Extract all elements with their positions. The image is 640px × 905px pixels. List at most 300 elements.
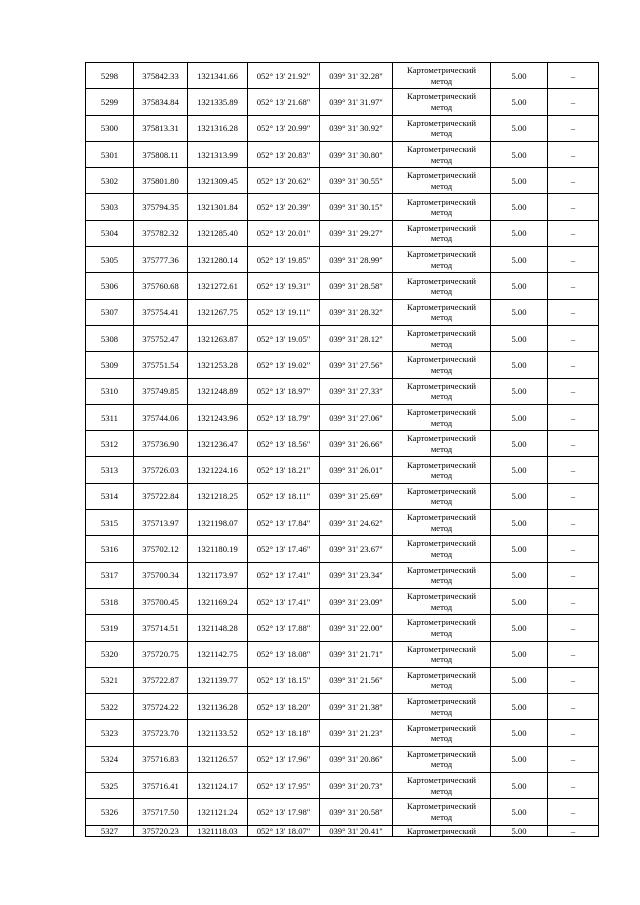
table-row: [86, 667, 599, 693]
point-number-cell: 5309: [86, 352, 134, 378]
method-line-1: Картометрический: [407, 328, 476, 339]
longitude-cell: 039° 31' 23.09": [320, 588, 393, 614]
table-row: [86, 220, 599, 246]
y-coordinate-cell: 1321180.19: [188, 536, 248, 562]
method-cell: [393, 115, 491, 141]
y-coordinate-cell: 1321263.87: [188, 325, 248, 351]
table-row: [86, 325, 599, 351]
longitude-cell: 039° 31' 20.86": [320, 746, 393, 772]
note-cell: –: [548, 299, 599, 325]
note-cell: –: [548, 562, 599, 588]
x-coordinate-cell: 375720.23: [134, 825, 188, 837]
method-line-2: метод: [430, 338, 453, 349]
method-line-1: Картометрический: [407, 65, 476, 76]
table-row: [86, 588, 599, 614]
longitude-cell: 039° 31' 24.62": [320, 510, 393, 536]
point-number-cell: 5322: [86, 694, 134, 720]
latitude-cell: 052° 13' 21.92": [248, 63, 320, 89]
method-line-1: Картометрический: [407, 669, 476, 680]
longitude-cell: 039° 31' 21.71": [320, 641, 393, 667]
table-row: [86, 247, 599, 273]
point-number-cell: 5320: [86, 641, 134, 667]
point-number-cell: 5326: [86, 799, 134, 825]
accuracy-cell: 5.00: [491, 773, 548, 799]
method-line-2: метод: [430, 286, 453, 297]
method-cell: [393, 457, 491, 483]
point-number-cell: 5302: [86, 168, 134, 194]
method-line-2: метод: [430, 312, 453, 323]
y-coordinate-cell: 1321133.52: [188, 720, 248, 746]
x-coordinate-cell: 375751.54: [134, 352, 188, 378]
accuracy-cell: 5.00: [491, 431, 548, 457]
method-cell: [393, 720, 491, 746]
note-cell: –: [548, 89, 599, 115]
longitude-cell: 039° 31' 31.97": [320, 89, 393, 115]
method-line-1: Картометрический: [407, 748, 476, 759]
latitude-cell: 052° 13' 17.88": [248, 615, 320, 641]
method-cell: [393, 615, 491, 641]
table-row: [86, 352, 599, 378]
y-coordinate-cell: 1321224.16: [188, 457, 248, 483]
point-number-cell: 5300: [86, 115, 134, 141]
note-cell: –: [548, 247, 599, 273]
method-line-2: метод: [430, 470, 453, 481]
accuracy-cell: 5.00: [491, 799, 548, 825]
x-coordinate-cell: 375724.22: [134, 694, 188, 720]
table-row: [86, 63, 599, 89]
note-cell: –: [548, 720, 599, 746]
point-number-cell: 5325: [86, 773, 134, 799]
method-cell: [393, 746, 491, 772]
y-coordinate-cell: 1321236.47: [188, 431, 248, 457]
point-number-cell: 5318: [86, 588, 134, 614]
latitude-cell: 052° 13' 17.41": [248, 588, 320, 614]
latitude-cell: 052° 13' 17.41": [248, 562, 320, 588]
longitude-cell: 039° 31' 20.73": [320, 773, 393, 799]
method-line-2: метод: [430, 180, 453, 191]
method-line-2: метод: [430, 364, 453, 375]
accuracy-cell: 5.00: [491, 115, 548, 141]
latitude-cell: 052° 13' 18.08": [248, 641, 320, 667]
method-line-1: Картометрический: [407, 591, 476, 602]
note-cell: –: [548, 615, 599, 641]
y-coordinate-cell: 1321169.24: [188, 588, 248, 614]
point-number-cell: 5313: [86, 457, 134, 483]
note-cell: –: [548, 510, 599, 536]
accuracy-cell: 5.00: [491, 194, 548, 220]
table-row: [86, 562, 599, 588]
method-line-1: Картометрический: [407, 275, 476, 286]
method-line-2: метод: [430, 706, 453, 717]
point-number-cell: 5327: [86, 825, 134, 837]
y-coordinate-cell: 1321272.61: [188, 273, 248, 299]
x-coordinate-cell: 375716.41: [134, 773, 188, 799]
x-coordinate-cell: 375749.85: [134, 378, 188, 404]
method-line-1: Картометрический: [407, 485, 476, 496]
latitude-cell: 052° 13' 18.56": [248, 431, 320, 457]
note-cell: –: [548, 799, 599, 825]
point-number-cell: 5299: [86, 89, 134, 115]
method-line-2: метод: [430, 233, 453, 244]
point-number-cell: 5306: [86, 273, 134, 299]
method-cell: [393, 299, 491, 325]
y-coordinate-cell: 1321301.84: [188, 194, 248, 220]
method-line-2: метод: [430, 75, 453, 86]
table-row: [86, 773, 599, 799]
latitude-cell: 052° 13' 20.99": [248, 115, 320, 141]
latitude-cell: 052° 13' 19.31": [248, 273, 320, 299]
method-cell: [393, 378, 491, 404]
point-number-cell: 5312: [86, 431, 134, 457]
method-line-2: метод: [430, 548, 453, 559]
x-coordinate-cell: 375700.45: [134, 588, 188, 614]
method-line-2: метод: [430, 785, 453, 796]
method-cell: [393, 194, 491, 220]
method-line-1: Картометрический: [407, 380, 476, 391]
longitude-cell: 039° 31' 28.32": [320, 299, 393, 325]
table-row: [86, 115, 599, 141]
method-line-1: Картометрический: [407, 696, 476, 707]
method-cell: [393, 352, 491, 378]
x-coordinate-cell: 375777.36: [134, 247, 188, 273]
method-line-2: метод: [430, 496, 453, 507]
method-line-1: Картометрический: [407, 722, 476, 733]
longitude-cell: 039° 31' 28.99": [320, 247, 393, 273]
point-number-cell: 5308: [86, 325, 134, 351]
latitude-cell: 052° 13' 17.46": [248, 536, 320, 562]
table-row: [86, 536, 599, 562]
method-cell: [393, 667, 491, 693]
x-coordinate-cell: 375726.03: [134, 457, 188, 483]
method-line-1: Картометрический: [407, 91, 476, 102]
method-cell: [393, 641, 491, 667]
latitude-cell: 052° 13' 20.01": [248, 220, 320, 246]
method-line-2: метод: [430, 522, 453, 533]
method-line-2: метод: [430, 128, 453, 139]
method-cell: [393, 510, 491, 536]
table-row: [86, 141, 599, 167]
x-coordinate-cell: 375716.83: [134, 746, 188, 772]
x-coordinate-cell: 375722.84: [134, 483, 188, 509]
note-cell: –: [548, 352, 599, 378]
y-coordinate-cell: 1321341.66: [188, 63, 248, 89]
latitude-cell: 052° 13' 18.21": [248, 457, 320, 483]
y-coordinate-cell: 1321142.75: [188, 641, 248, 667]
method-line-1: Картометрический: [407, 301, 476, 312]
note-cell: –: [548, 746, 599, 772]
table-row: [86, 89, 599, 115]
coordinates-table-body: [86, 63, 599, 837]
accuracy-cell: 5.00: [491, 641, 548, 667]
x-coordinate-cell: 375794.35: [134, 194, 188, 220]
latitude-cell: 052° 13' 20.83": [248, 141, 320, 167]
method-line-2: метод: [430, 391, 453, 402]
longitude-cell: 039° 31' 32.28": [320, 63, 393, 89]
table-row: [86, 194, 599, 220]
note-cell: –: [548, 325, 599, 351]
note-cell: –: [548, 63, 599, 89]
longitude-cell: 039° 31' 25.69": [320, 483, 393, 509]
table-row: [86, 615, 599, 641]
method-line-1: Картометрический: [407, 117, 476, 128]
longitude-cell: 039° 31' 30.92": [320, 115, 393, 141]
y-coordinate-cell: 1321248.89: [188, 378, 248, 404]
method-line-2: метод: [430, 601, 453, 612]
note-cell: –: [548, 536, 599, 562]
method-line-2: метод: [430, 680, 453, 691]
method-cell: [393, 799, 491, 825]
y-coordinate-cell: 1321316.28: [188, 115, 248, 141]
longitude-cell: 039° 31' 20.58": [320, 799, 393, 825]
method-line-2: метод: [430, 259, 453, 270]
note-cell: –: [548, 378, 599, 404]
table-row: [86, 825, 599, 837]
table-row: [86, 483, 599, 509]
method-line-2: метод: [430, 627, 453, 638]
longitude-cell: 039° 31' 20.41": [320, 825, 393, 837]
x-coordinate-cell: 375813.31: [134, 115, 188, 141]
note-cell: –: [548, 273, 599, 299]
point-number-cell: 5310: [86, 378, 134, 404]
longitude-cell: 039° 31' 28.58": [320, 273, 393, 299]
method-line-1: Картометрический: [407, 354, 476, 365]
method-line-1: Картометрический: [407, 433, 476, 444]
note-cell: –: [548, 483, 599, 509]
method-cell: [393, 273, 491, 299]
latitude-cell: 052° 13' 18.97": [248, 378, 320, 404]
note-cell: –: [548, 220, 599, 246]
method-line-2: метод: [430, 101, 453, 112]
method-cell: [393, 168, 491, 194]
method-line-1: Картометрический: [407, 617, 476, 628]
accuracy-cell: 5.00: [491, 562, 548, 588]
method-line-1: Картометрический: [407, 775, 476, 786]
method-line-1: Картометрический: [407, 643, 476, 654]
note-cell: –: [548, 694, 599, 720]
accuracy-cell: 5.00: [491, 325, 548, 351]
latitude-cell: 052° 13' 17.98": [248, 799, 320, 825]
point-number-cell: 5316: [86, 536, 134, 562]
note-cell: –: [548, 141, 599, 167]
x-coordinate-cell: 375752.47: [134, 325, 188, 351]
table-row: [86, 431, 599, 457]
accuracy-cell: 5.00: [491, 63, 548, 89]
x-coordinate-cell: 375834.84: [134, 89, 188, 115]
method-cell: [393, 536, 491, 562]
y-coordinate-cell: 1321124.17: [188, 773, 248, 799]
method-line-2: метод: [430, 443, 453, 454]
y-coordinate-cell: 1321139.77: [188, 667, 248, 693]
accuracy-cell: 5.00: [491, 510, 548, 536]
note-cell: –: [548, 588, 599, 614]
point-number-cell: 5317: [86, 562, 134, 588]
method-cell: [393, 825, 491, 837]
method-cell: [393, 220, 491, 246]
method-line-1: Картометрический: [407, 801, 476, 812]
accuracy-cell: 5.00: [491, 667, 548, 693]
longitude-cell: 039° 31' 26.66": [320, 431, 393, 457]
y-coordinate-cell: 1321335.89: [188, 89, 248, 115]
table-row: [86, 299, 599, 325]
table-row: [86, 746, 599, 772]
table-row: [86, 694, 599, 720]
method-line-2: метод: [430, 154, 453, 165]
table-row: [86, 510, 599, 536]
method-line-1: Картометрический: [407, 144, 476, 155]
y-coordinate-cell: 1321309.45: [188, 168, 248, 194]
method-cell: [393, 89, 491, 115]
accuracy-cell: 5.00: [491, 299, 548, 325]
accuracy-cell: 5.00: [491, 483, 548, 509]
method-line-2: метод: [430, 575, 453, 586]
table-row: [86, 168, 599, 194]
latitude-cell: 052° 13' 21.68": [248, 89, 320, 115]
note-cell: –: [548, 457, 599, 483]
point-number-cell: 5321: [86, 667, 134, 693]
longitude-cell: 039° 31' 22.00": [320, 615, 393, 641]
latitude-cell: 052° 13' 20.62": [248, 168, 320, 194]
accuracy-cell: 5.00: [491, 694, 548, 720]
method-cell: [393, 562, 491, 588]
longitude-cell: 039° 31' 21.23": [320, 720, 393, 746]
note-cell: –: [548, 168, 599, 194]
longitude-cell: 039° 31' 30.80": [320, 141, 393, 167]
method-cell: [393, 431, 491, 457]
latitude-cell: 052° 13' 20.39": [248, 194, 320, 220]
y-coordinate-cell: 1321121.24: [188, 799, 248, 825]
method-line-2: метод: [430, 811, 453, 822]
y-coordinate-cell: 1321136.28: [188, 694, 248, 720]
point-number-cell: 5315: [86, 510, 134, 536]
accuracy-cell: 5.00: [491, 168, 548, 194]
y-coordinate-cell: 1321148.28: [188, 615, 248, 641]
point-number-cell: 5324: [86, 746, 134, 772]
latitude-cell: 052° 13' 18.20": [248, 694, 320, 720]
table-row: [86, 404, 599, 430]
x-coordinate-cell: 375714.51: [134, 615, 188, 641]
point-number-cell: 5304: [86, 220, 134, 246]
note-cell: –: [548, 431, 599, 457]
y-coordinate-cell: 1321126.57: [188, 746, 248, 772]
accuracy-cell: 5.00: [491, 615, 548, 641]
note-cell: –: [548, 115, 599, 141]
method-cell: [393, 325, 491, 351]
point-number-cell: 5323: [86, 720, 134, 746]
y-coordinate-cell: 1321118.03: [188, 825, 248, 837]
x-coordinate-cell: 375723.70: [134, 720, 188, 746]
method-cell: [393, 247, 491, 273]
method-line-2: метод: [430, 733, 453, 744]
accuracy-cell: 5.00: [491, 720, 548, 746]
accuracy-cell: 5.00: [491, 89, 548, 115]
latitude-cell: 052° 13' 18.18": [248, 720, 320, 746]
point-number-cell: 5314: [86, 483, 134, 509]
latitude-cell: 052° 13' 19.11": [248, 299, 320, 325]
x-coordinate-cell: 375736.90: [134, 431, 188, 457]
y-coordinate-cell: 1321253.28: [188, 352, 248, 378]
latitude-cell: 052° 13' 19.05": [248, 325, 320, 351]
longitude-cell: 039° 31' 27.33": [320, 378, 393, 404]
x-coordinate-cell: 375754.41: [134, 299, 188, 325]
method-line-1: Картометрический: [407, 538, 476, 549]
method-line-1: Картометрический: [407, 407, 476, 417]
point-number-cell: 5307: [86, 299, 134, 325]
y-coordinate-cell: 1321173.97: [188, 562, 248, 588]
method-line-2: метод: [430, 654, 453, 665]
method-cell: [393, 404, 491, 430]
point-number-cell: 5303: [86, 194, 134, 220]
note-cell: –: [548, 667, 599, 693]
method-line-2: метод: [430, 417, 453, 428]
x-coordinate-cell: 375700.34: [134, 562, 188, 588]
table-row: [86, 641, 599, 667]
method-line-1: Картометрический: [407, 459, 476, 470]
method-cell: [393, 773, 491, 799]
accuracy-cell: 5.00: [491, 273, 548, 299]
y-coordinate-cell: 1321198.07: [188, 510, 248, 536]
method-line-1: Картометрический: [407, 196, 476, 207]
table-row: [86, 457, 599, 483]
longitude-cell: 039° 31' 30.55": [320, 168, 393, 194]
latitude-cell: 052° 13' 17.95": [248, 773, 320, 799]
longitude-cell: 039° 31' 29.27": [320, 220, 393, 246]
x-coordinate-cell: 375713.97: [134, 510, 188, 536]
method-line-1: Картометрический: [407, 170, 476, 181]
latitude-cell: 052° 13' 19.02": [248, 352, 320, 378]
longitude-cell: 039° 31' 27.06": [320, 404, 393, 430]
note-cell: –: [548, 404, 599, 430]
x-coordinate-cell: 375842.33: [134, 63, 188, 89]
method-cell: [393, 63, 491, 89]
x-coordinate-cell: 375717.50: [134, 799, 188, 825]
note-cell: –: [548, 641, 599, 667]
accuracy-cell: 5.00: [491, 220, 548, 246]
x-coordinate-cell: 375801.80: [134, 168, 188, 194]
method-line-2: метод: [430, 207, 453, 218]
latitude-cell: 052° 13' 18.11": [248, 483, 320, 509]
longitude-cell: 039° 31' 23.34": [320, 562, 393, 588]
accuracy-cell: 5.00: [491, 825, 548, 837]
method-line-1: Картометрический: [407, 249, 476, 260]
x-coordinate-cell: 375808.11: [134, 141, 188, 167]
longitude-cell: 039° 31' 27.56": [320, 352, 393, 378]
method-cell: [393, 694, 491, 720]
latitude-cell: 052° 13' 17.96": [248, 746, 320, 772]
table-row: [86, 720, 599, 746]
x-coordinate-cell: 375782.32: [134, 220, 188, 246]
y-coordinate-cell: 1321285.40: [188, 220, 248, 246]
x-coordinate-cell: 375744.06: [134, 404, 188, 430]
latitude-cell: 052° 13' 18.15": [248, 667, 320, 693]
y-coordinate-cell: 1321313.99: [188, 141, 248, 167]
table-row: [86, 378, 599, 404]
point-number-cell: 5301: [86, 141, 134, 167]
method-line-1: Картометрический: [407, 825, 476, 836]
x-coordinate-cell: 375720.75: [134, 641, 188, 667]
y-coordinate-cell: 1321218.25: [188, 483, 248, 509]
coordinates-table: [85, 62, 599, 837]
accuracy-cell: 5.00: [491, 404, 548, 430]
accuracy-cell: 5.00: [491, 457, 548, 483]
accuracy-cell: 5.00: [491, 378, 548, 404]
note-cell: –: [548, 825, 599, 837]
method-line-1: Картометрический: [407, 512, 476, 523]
method-cell: [393, 141, 491, 167]
accuracy-cell: 5.00: [491, 746, 548, 772]
latitude-cell: 052° 13' 18.79": [248, 404, 320, 430]
longitude-cell: 039° 31' 21.38": [320, 694, 393, 720]
accuracy-cell: 5.00: [491, 588, 548, 614]
